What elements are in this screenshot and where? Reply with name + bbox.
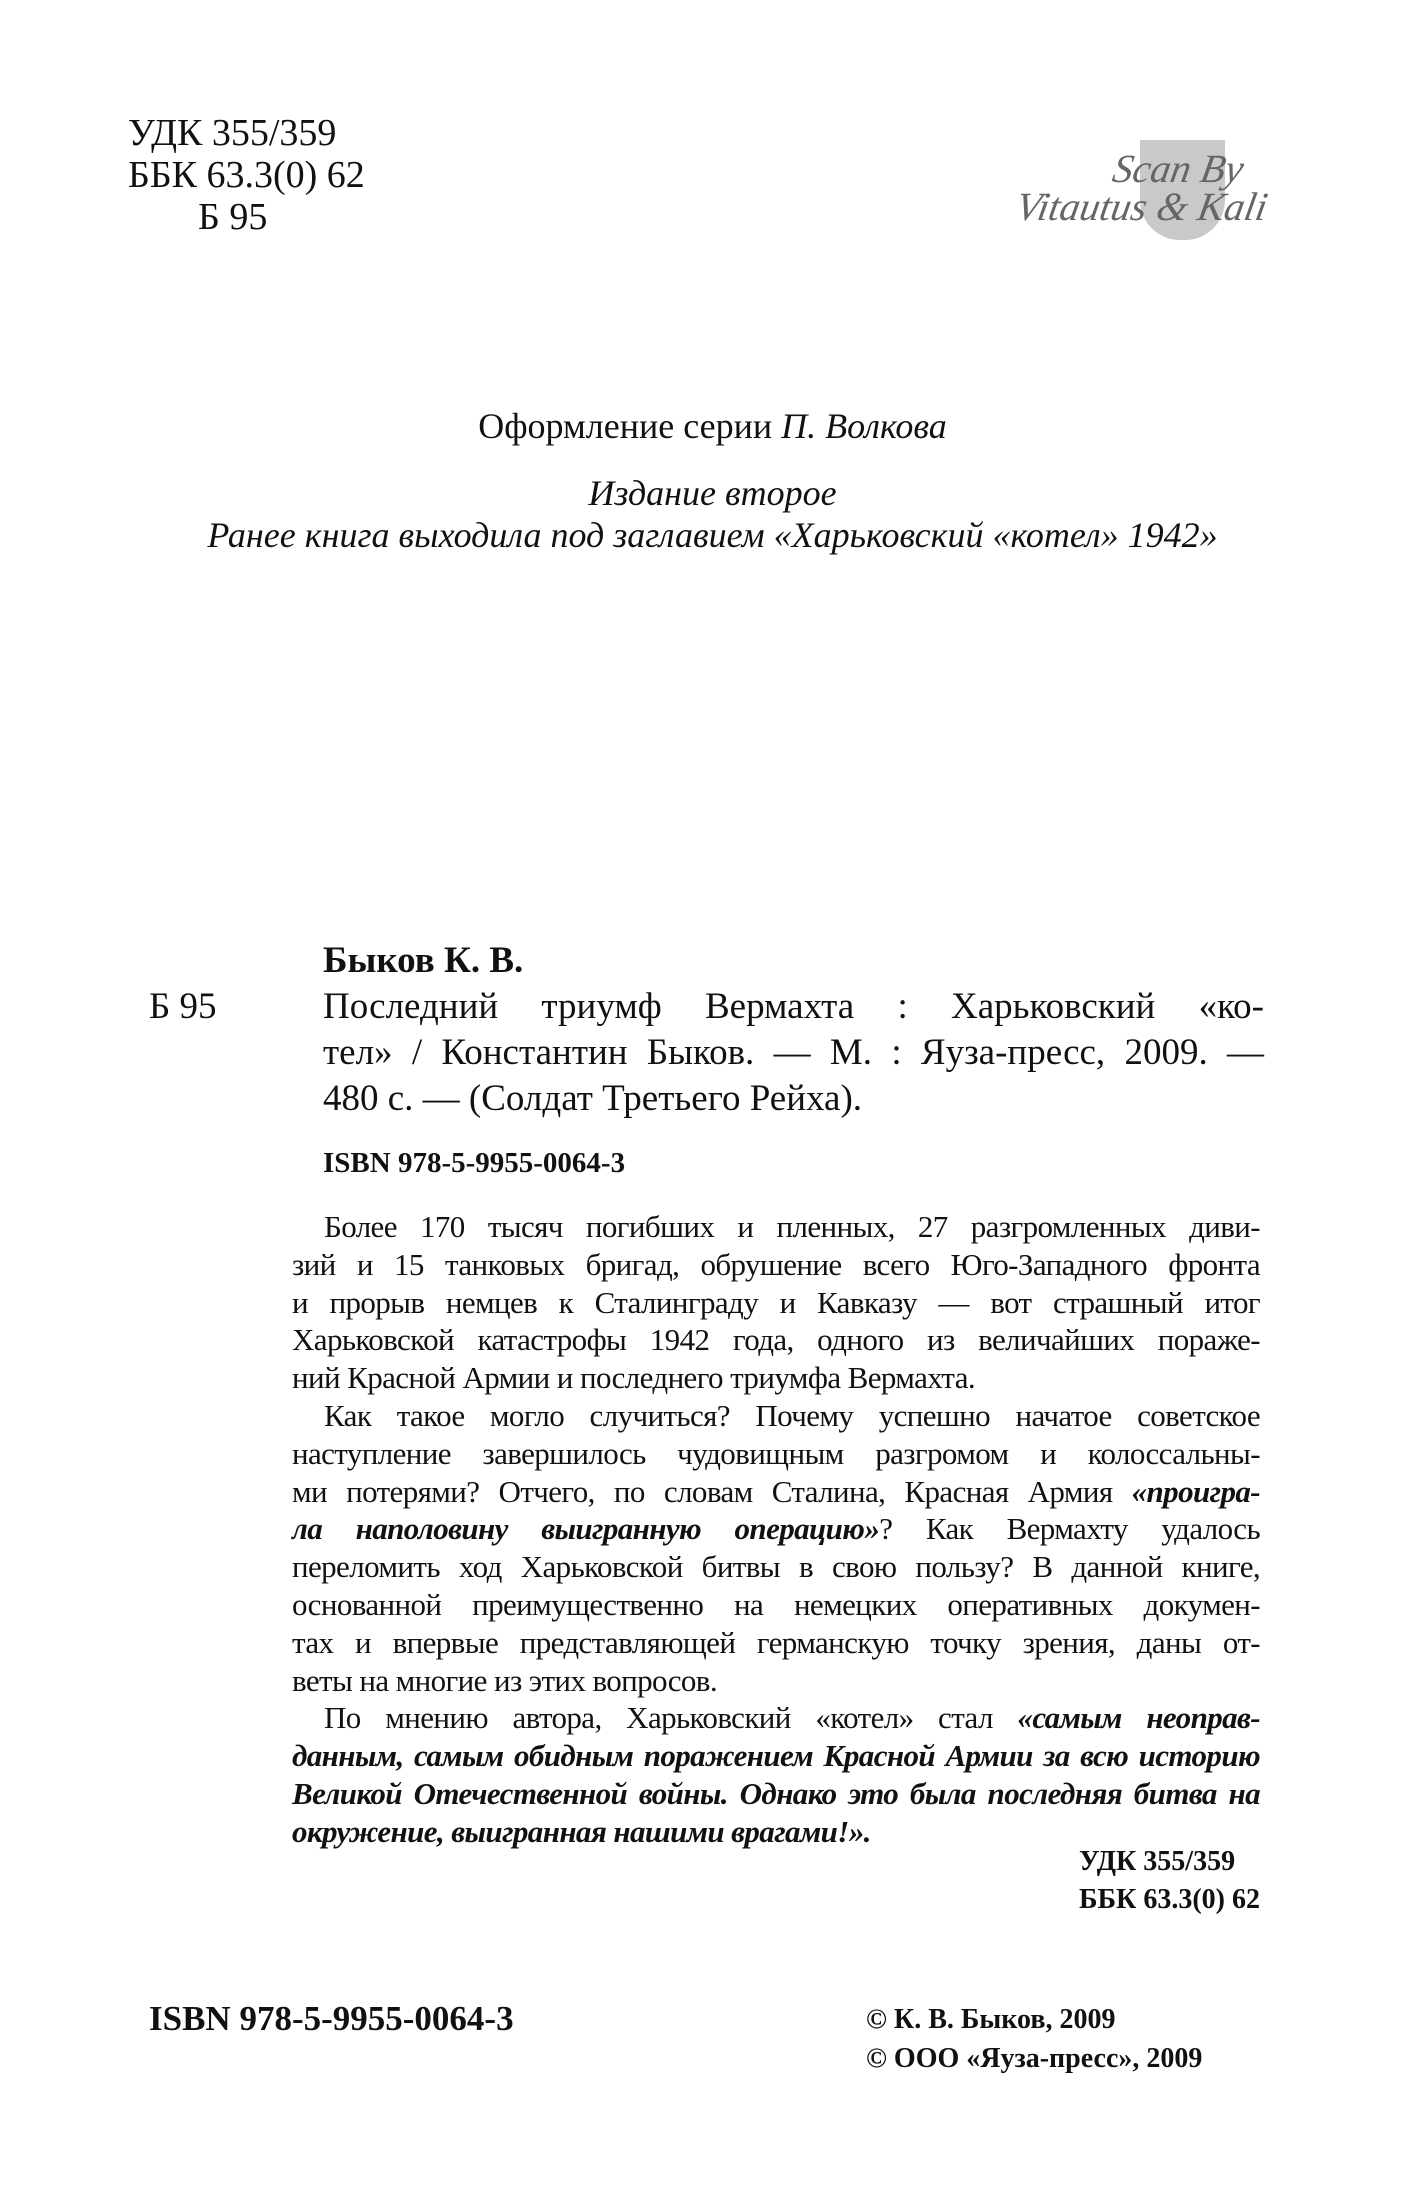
series-design [0,405,1425,447]
annotation-line: Великой Отечественной войны. Однако это была последняя битва на [292,1775,1260,1811]
udk-code: УДК 355/359 [1079,1846,1236,1877]
author-mark: Б 95 [198,196,268,238]
former-title-note: Ранее книга выходила под заглавием «Харьковский «котел» 1942» [207,515,1218,555]
annotation-line: наступление завершилось чудовищным разгромом и колоссальны- [292,1435,1260,1471]
catalog-entry [149,938,1264,1186]
entry-line: тел» / Константин Быков. — М. : Яуза-пресс, 2009. — [323,1032,1264,1073]
watermark-line2: Vitautus & Kali [1012,184,1272,229]
annotation-line: ний Красной Армии и последнего триумфа Вермахта. [292,1360,976,1396]
entry-isbn: ISBN 978-5-9955-0064-3 [323,1147,626,1179]
annotation [292,1208,1260,1851]
annotation-line: веты на многие из этих вопросов. [292,1662,717,1698]
udk-code: УДК 355/359 [128,112,337,154]
series-designer: П. Волкова [781,406,947,446]
series-design-label: Оформление серии [478,406,773,446]
scanner-watermark-logo [1010,140,1370,260]
annotation-line: По мнению автора, Харьковский «котел» стал «самым неоправ- [324,1700,1261,1736]
annotation-line: зий и 15 танковых бригад, обрушение всего Юго-Западного фронта [292,1246,1260,1282]
isbn: ISBN 978-5-9955-0064-3 [149,1999,514,2038]
annotation-line: Как такое могло случиться? Почему успешно начатое советское [324,1397,1260,1433]
entry-line: 480 с. — (Солдат Третьего Рейха). [323,1078,863,1119]
annotation-line: ми потерями? Отчего, по словам Сталина, Красная Армия «проигра- [292,1473,1260,1509]
annotation-line: Более 170 тысяч погибших и пленных, 27 разгромленных диви- [324,1209,1260,1244]
edition-note: Издание второе [588,473,837,513]
entry-mark: Б 95 [149,986,217,1027]
copyright-publisher: © ООО «Яуза-пресс», 2009 [866,2043,1203,2074]
copyright [866,2000,1202,2078]
bbk-code: ББК 63.3(0) 62 [128,154,365,196]
entry-line: Последний триумф Вермахта : Харьковский «ко- [323,986,1264,1027]
annotation-line: тах и впервые представляющей германскую точку зрения, даны от- [292,1624,1260,1660]
annotation-line: ла наполовину выигранную операцию»? Как Вермахту удалось [292,1511,1261,1547]
annotation-line: окружение, выигранная нашими врагами!». [292,1813,871,1849]
annotation-line: основанной преимущественно на немецких оперативных докумен- [292,1586,1260,1622]
classification-codes [128,112,365,238]
copyright-author: © К. В. Быков, 2009 [866,2004,1116,2035]
watermark-line1: Scan By [1109,146,1248,191]
classification-codes-repeat [1079,1843,1260,1919]
annotation-line: Харьковской катастрофы 1942 года, одного из величайших пораже- [292,1322,1260,1358]
annotation-line: переломить ход Харьковской битвы в свою пользу? В данной книге, [292,1549,1260,1585]
annotation-line: данным, самым обидным поражением Красной Армии за всю историю [292,1738,1260,1774]
annotation-line: и прорыв немцев к Сталинграду и Кавказу — вот страшный итог [292,1284,1260,1320]
entry-author: Быков К. В. [323,940,524,981]
bbk-code: ББК 63.3(0) 62 [1079,1884,1260,1915]
